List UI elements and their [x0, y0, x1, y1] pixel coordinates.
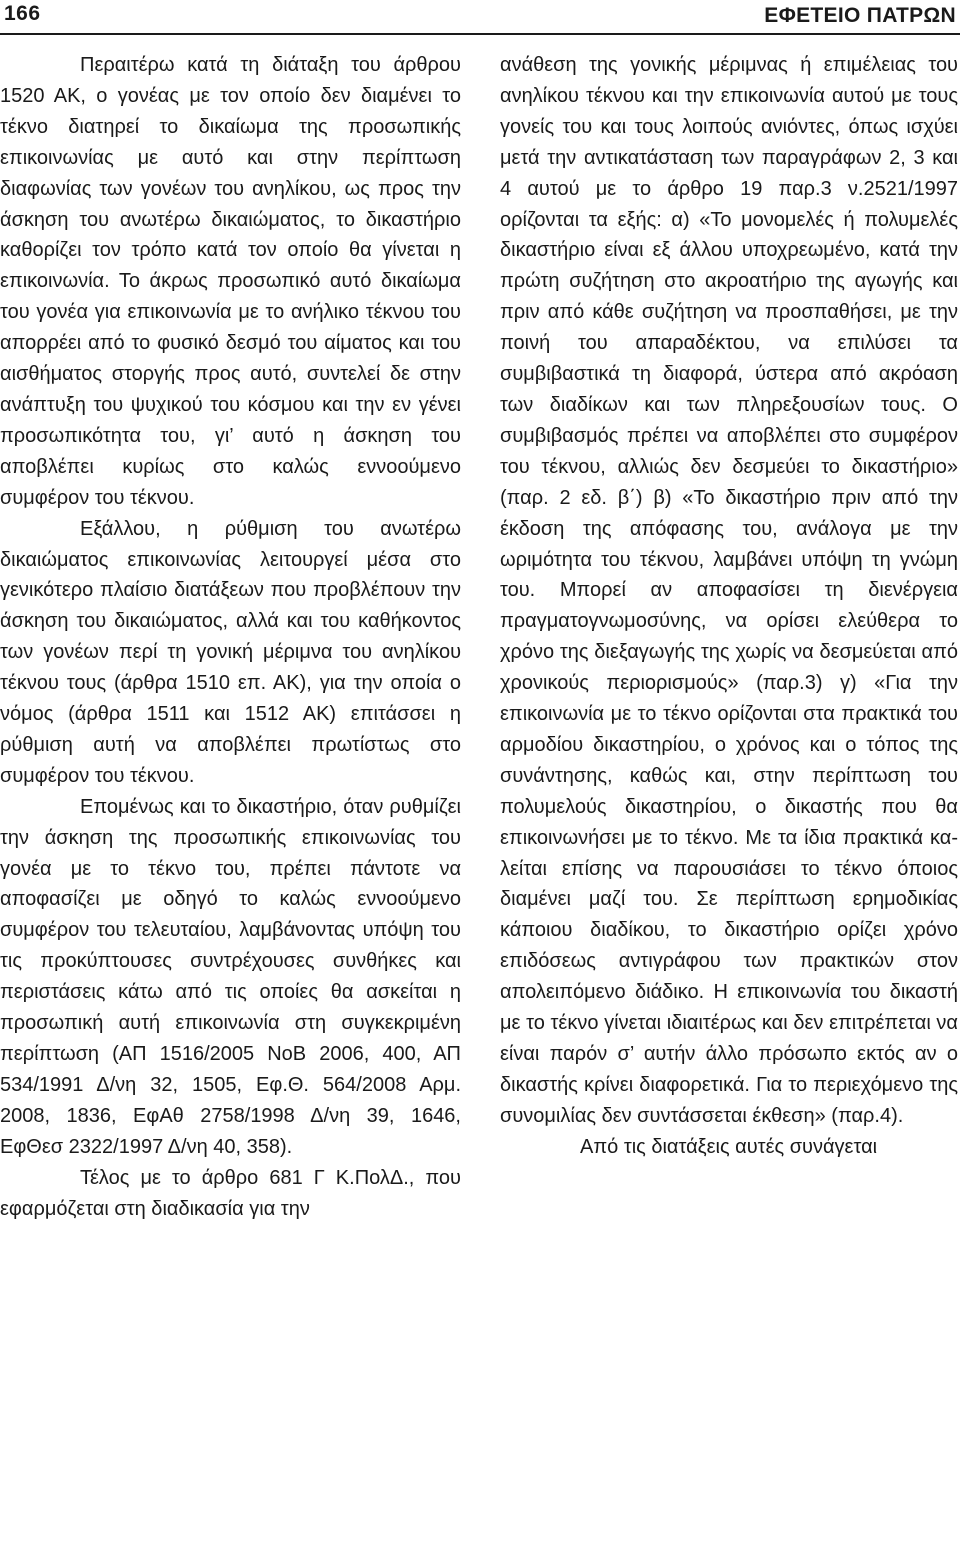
paragraph: Τέλος με το άρθρο 681 Γ Κ.ΠολΔ., που εφαρμόζεται στη διαδικασία για την — [0, 1166, 461, 1220]
paragraph: Εξάλλου, η ρύθμιση του ανωτέρω δικαιώματος επικοινωνίας λειτουργεί μέσα στο γενικότερο πλαίσιο διατάξεων που προβλέπουν την άσκηση του δικαιώματος, αλλά και του καθήκοντος των γονέων περί τη γονική μέριμνα του ανηλίκου τέκνου τους (άρθρα 1510 επ. ΑΚ), για την οποία ο νόμος (άρθρα 1511 και 1512 ΑΚ) επιτάσσει η ρύθμιση αυτή να αποβλέπει πρωτίστως στο συμφέρον του τέκνου. — [0, 517, 461, 787]
paragraph: Από τις διατάξεις αυτές συνάγεται — [580, 1135, 878, 1158]
page-header — [0, 0, 960, 34]
page-number: 166 — [4, 2, 41, 25]
running-head: ΕΦΕΤΕΙΟ ΠΑΤΡΩΝ — [764, 4, 956, 27]
left-column — [0, 50, 461, 1540]
header-rule — [0, 33, 960, 35]
paragraph: Επομένως και το δικαστήριο, όταν ρυθμίζει την άσκηση της προσωπικής επικοινωνίας του γονέα με το τέκνο του, πρέπει πάντοτε να αποφασίζει με οδηγό το καλώς εννοούμενο συμφέρον του τελευταίου, λαμβάνοντας υπόψη του τις προκύπτουσες συντρέχουσες συνθήκες και περιστάσεις κάτω από τις οποίες θα ασκείται η προσωπική αυτή επικοινωνία στη συγκεκριμένη περίπτωση (ΑΠ 1516/2005 ΝοΒ 2006, 400, ΑΠ 534/1991 Δ/νη 32, 1505, Εφ.Θ. 564/2008 Αρμ. 2008, 1836, ΕφΑθ 2758/1998 Δ/νη 39, 1646, ΕφΘεσ 2322/1997 Δ/νη 40, 358). — [0, 795, 461, 1158]
right-column — [500, 50, 958, 1540]
paragraph: ανάθεση της γονικής μέριμνας ή επιμέλειας του ανηλίκου τέκνου και την επικοινωνία αυτού με τους γονείς του και τους λοιπούς ανιόντες, όπως ισχύει μετά την αντικατάσταση των παραγράφων 2, 3 και 4 αυτού με το άρθρο 19 παρ.3 ν.2521/1997 ορίζονται τα εξής: α) «Το μονομελές ή πολυμελές δικαστήριο είναι εξ άλλου υποχρεωμένο, κατά την πρώτη συζήτηση στο ακροατήριο της αγωγής και πριν από κάθε συζήτηση να προσπαθήσει, με την ποινή του απαραδέκτου, να επιλύσει τα συμβιβαστικά τη διαφορά, ύστερα από ακρόαση των διαδίκων και των πληρεξουσίων τους. Ο συμβιβασμός πρέπει να αποβλέπει στο συμφέρον του τέκνου, αλλιώς δεν δεσμεύει το δικαστήριο» (παρ. 2 εδ. β΄) β) «Το δικαστήριο πριν από την έκδοση της απόφασης του, ανάλογα με την ωριμότητα του τέκνου, λαμβάνει υπόψη τη γνώμη του. Μπορεί αν αποφασίσει τη διενέργεια πραγματογνωμοσύνης, να ορίσει ελεύθερα το χρόνο της διεξαγωγής της χωρίς να δεσμεύεται από χρονικούς περιορισμούς» (παρ.3) γ) «Για την επικοινωνία με το τέκνο ορίζονται στα πρακτικά του αρμοδίου δικαστηρίου, ο χρόνος και ο τόπος της συνάντησης, καθώς και, στην περίπτωση του πολυμελούς δικαστηρίου, ο δικαστής που θα επικοινωνήσει με το τέκνο. Με τα ίδια πρακτικά καλείται επίσης να παρουσιάσει το τέκνο όποιος διαμένει μαζί του. Σε περίπτωση ερημοδικίας κάποιου διαδίκου, το δικαστήριο ορίζει χρόνο επιδόσεως αντιγράφου των πρακτικών στον απολειπόμενο διάδικο. Η επικοινωνία του δικαστή με το τέκνο γίνεται ιδιαιτέρως και δεν επιτρέπεται να είναι παρόν σ’ αυτήν άλλο πρόσωπο εκτός αν ο δικαστής κρίνει διαφορετικά. Για το περιεχόμενο της συνομιλίας δεν συντάσσεται έκθεση» (παρ.4). — [500, 54, 958, 1127]
paragraph: Περαιτέρω κατά τη διάταξη του άρθρου 1520 ΑΚ, ο γονέας με τον οποίο δεν διαμένει το τέκνο διατηρεί το δικαίωμα της προσωπικής επικοινωνίας με αυτό και στην περίπτωση διαφωνίας των γονέων του ανηλίκου, ως προς την άσκηση του ανωτέρω δικαιώματος, το δικαστήριο καθορίζει τον τρόπο κατά τον οποίο θα γίνεται η επικοινωνία. Το άκρως προσωπικό αυτό δικαίωμα του γονέα για επικοινωνία με το ανήλικο τέκνου του απορρέει από το φυσικό δεσμό του αίματος και του αισθήματος στοργής προς αυτό, συντελεί δε στην ανάπτυξη του ψυχικού του κόσμου και την εν γένει προσωπικότητα του, γι’ αυτό η άσκηση του αποβλέπει κυρίως στο καλώς εννοούμενο συμφέρον του τέκνου. — [0, 54, 461, 509]
